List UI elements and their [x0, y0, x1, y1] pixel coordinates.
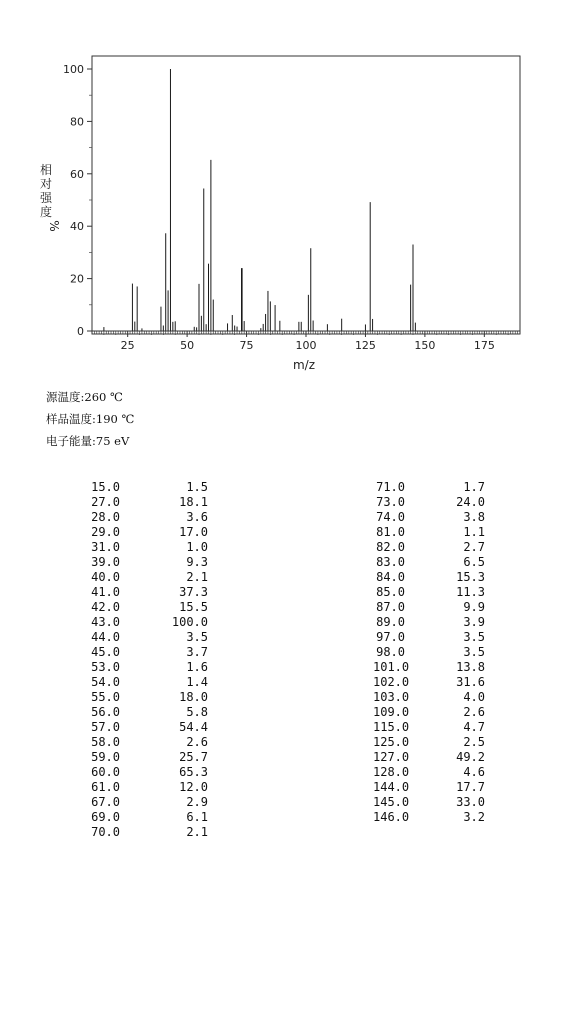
peak-table-row: [88, 630, 208, 645]
mz-value: 101.0: [373, 660, 410, 674]
y-tick-label: 80: [70, 115, 84, 129]
peak-table-row: [88, 555, 208, 570]
peak-table-row: [88, 510, 208, 525]
y-tick-label: 0: [77, 325, 84, 338]
peak-table-row: [373, 690, 493, 705]
intensity-value: 3.5: [463, 645, 485, 659]
intensity-value: 9.9: [463, 600, 485, 614]
peak-table-row: [88, 690, 208, 705]
intensity-value: 49.2: [456, 750, 485, 764]
peak-table-row: [88, 810, 208, 825]
peak-table-row: [88, 495, 208, 510]
peak-table-row: [88, 705, 208, 720]
intensity-value: 6.1: [186, 810, 208, 824]
peak-table-row: [373, 735, 493, 750]
peak-table-row: [88, 735, 208, 750]
electron-energy-value: 75 eV: [95, 434, 130, 448]
intensity-value: 6.5: [463, 555, 485, 569]
peak-table-right: [373, 480, 493, 825]
mz-value: 67.0: [91, 795, 120, 809]
peak-table-row: [88, 660, 208, 675]
intensity-value: 3.9: [463, 615, 485, 629]
mz-value: 43.0: [91, 615, 120, 629]
x-axis-title: m/z: [292, 358, 316, 372]
intensity-value: 1.6: [186, 660, 208, 674]
peak-table-row: [373, 495, 493, 510]
intensity-value: 37.3: [179, 585, 208, 599]
intensity-value: 3.5: [463, 630, 485, 644]
mz-value: 98.0: [376, 645, 405, 659]
x-tick-label: 100: [295, 339, 317, 352]
intensity-value: 2.9: [186, 795, 208, 809]
mz-value: 127.0: [373, 750, 410, 764]
x-tick-label: 25: [120, 339, 135, 352]
mz-value: 81.0: [376, 525, 405, 539]
mz-value: 102.0: [373, 675, 410, 689]
peak-table-left: [88, 480, 208, 840]
mz-value: 146.0: [373, 810, 410, 824]
peak-table-row: [373, 630, 493, 645]
intensity-value: 3.8: [463, 510, 485, 524]
intensity-value: 1.7: [463, 480, 485, 494]
peak-table-row: [373, 525, 493, 540]
mz-value: 74.0: [376, 510, 405, 524]
peak-table-row: [373, 765, 493, 780]
intensity-value: 65.3: [179, 765, 208, 779]
x-tick-label: 50: [180, 339, 195, 352]
mz-value: 53.0: [91, 660, 120, 674]
y-tick-label: 20: [70, 272, 84, 286]
mz-value: 84.0: [376, 570, 405, 584]
mz-value: 73.0: [376, 495, 405, 509]
peak-table-row: [373, 660, 493, 675]
sample-temperature-label: 样品温度:: [46, 412, 96, 426]
intensity-value: 2.6: [463, 705, 485, 719]
x-tick-label: 150: [414, 339, 436, 352]
intensity-value: 4.0: [463, 690, 485, 704]
intensity-value: 100.0: [171, 615, 208, 629]
intensity-value: 1.4: [186, 675, 208, 689]
peak-table-row: [88, 585, 208, 600]
mz-value: 70.0: [91, 825, 120, 839]
intensity-value: 15.5: [179, 600, 208, 614]
mz-value: 109.0: [373, 705, 410, 719]
mz-value: 144.0: [373, 780, 410, 794]
sample-temperature: [46, 411, 134, 427]
sample-temperature-value: 190 ℃: [95, 412, 135, 426]
mz-value: 42.0: [91, 600, 120, 614]
mz-value: 15.0: [91, 480, 120, 494]
mz-value: 87.0: [376, 600, 405, 614]
peak-table-row: [88, 795, 208, 810]
intensity-value: 9.3: [186, 555, 208, 569]
mz-value: 27.0: [91, 495, 120, 509]
mass-spectrum-chart: [0, 0, 570, 380]
intensity-value: 1.0: [186, 540, 208, 554]
peak-table-row: [373, 510, 493, 525]
x-tick-label: 125: [354, 339, 376, 352]
mz-value: 40.0: [91, 570, 120, 584]
mz-value: 58.0: [91, 735, 120, 749]
peak-table-row: [373, 675, 493, 690]
peak-table-row: [88, 720, 208, 735]
electron-energy: [46, 433, 129, 449]
intensity-value: 1.5: [186, 480, 208, 494]
mz-value: 71.0: [376, 480, 405, 494]
peak-table-row: [88, 540, 208, 555]
mz-value: 28.0: [91, 510, 120, 524]
mz-value: 125.0: [373, 735, 410, 749]
intensity-value: 2.7: [463, 540, 485, 554]
peak-table-row: [373, 705, 493, 720]
x-tick-label: 175: [473, 339, 495, 352]
peak-table-row: [373, 780, 493, 795]
peak-table-row: [88, 525, 208, 540]
intensity-value: 17.0: [179, 525, 208, 539]
y-axis-unit: %: [47, 220, 61, 232]
peak-table-row: [373, 600, 493, 615]
peak-table-row: [88, 675, 208, 690]
intensity-value: 3.2: [463, 810, 485, 824]
plot-frame: [92, 56, 520, 334]
mz-value: 59.0: [91, 750, 120, 764]
x-tick-label: 75: [239, 339, 254, 352]
mz-value: 83.0: [376, 555, 405, 569]
mz-value: 145.0: [373, 795, 410, 809]
peak-table-row: [88, 615, 208, 630]
intensity-value: 18.0: [179, 690, 208, 704]
intensity-value: 54.4: [179, 720, 208, 734]
intensity-value: 2.1: [186, 825, 208, 839]
peak-table-row: [373, 645, 493, 660]
peak-table-row: [88, 600, 208, 615]
intensity-value: 5.8: [186, 705, 208, 719]
peak-bars: [104, 69, 415, 331]
mz-value: 82.0: [376, 540, 405, 554]
intensity-value: 2.6: [186, 735, 208, 749]
peak-table-row: [88, 765, 208, 780]
peak-table-row: [373, 750, 493, 765]
peak-table-row: [373, 480, 493, 495]
peak-table-row: [373, 585, 493, 600]
peak-table-row: [373, 540, 493, 555]
source-temperature: [46, 389, 123, 405]
source-temperature-value: 260 ℃: [84, 390, 123, 404]
peak-table-row: [88, 480, 208, 495]
mz-value: 54.0: [91, 675, 120, 689]
intensity-value: 11.3: [456, 585, 485, 599]
mz-value: 39.0: [91, 555, 120, 569]
mz-value: 29.0: [91, 525, 120, 539]
mz-value: 41.0: [91, 585, 120, 599]
mz-value: 31.0: [91, 540, 120, 554]
intensity-value: 17.7: [456, 780, 485, 794]
mz-value: 128.0: [373, 765, 410, 779]
mz-value: 60.0: [91, 765, 120, 779]
intensity-value: 24.0: [456, 495, 485, 509]
source-temperature-label: 源温度:: [46, 390, 85, 404]
peak-table-row: [373, 615, 493, 630]
intensity-value: 31.6: [456, 675, 485, 689]
peak-table-row: [373, 795, 493, 810]
intensity-value: 15.3: [456, 570, 485, 584]
peak-table-row: [88, 570, 208, 585]
intensity-value: 3.6: [186, 510, 208, 524]
y-axis-title: [40, 162, 61, 232]
intensity-value: 3.7: [186, 645, 208, 659]
minor-ticks: [89, 95, 518, 335]
intensity-value: 18.1: [179, 495, 208, 509]
intensity-value: 4.6: [463, 765, 485, 779]
intensity-value: 12.0: [179, 780, 208, 794]
peak-table-row: [88, 780, 208, 795]
intensity-value: 2.1: [186, 570, 208, 584]
peak-table-row: [373, 570, 493, 585]
mz-value: 97.0: [376, 630, 405, 644]
intensity-value: 1.1: [463, 525, 485, 539]
intensity-value: 33.0: [456, 795, 485, 809]
y-axis-ticks: [63, 63, 92, 338]
mz-value: 115.0: [373, 720, 410, 734]
mz-value: 103.0: [373, 690, 410, 704]
mz-value: 44.0: [91, 630, 120, 644]
peak-table-row: [88, 825, 208, 840]
mz-value: 89.0: [376, 615, 405, 629]
mz-value: 45.0: [91, 645, 120, 659]
mz-value: 57.0: [91, 720, 120, 734]
intensity-value: 3.5: [186, 630, 208, 644]
peak-table-row: [373, 810, 493, 825]
y-tick-label: 60: [70, 167, 84, 181]
peak-table-row: [88, 750, 208, 765]
mz-value: 85.0: [376, 585, 405, 599]
peak-table-row: [88, 645, 208, 660]
mz-value: 56.0: [91, 705, 120, 719]
mz-value: 61.0: [91, 780, 120, 794]
intensity-value: 25.7: [179, 750, 208, 764]
peak-table-row: [373, 555, 493, 570]
peak-table-row: [373, 720, 493, 735]
intensity-value: 4.7: [463, 720, 485, 734]
y-tick-label: 100: [63, 63, 84, 76]
electron-energy-label: 电子能量:: [46, 434, 96, 448]
intensity-value: 13.8: [456, 660, 485, 674]
mz-value: 55.0: [91, 690, 120, 704]
mz-value: 69.0: [91, 810, 120, 824]
y-tick-label: 40: [70, 220, 84, 234]
intensity-value: 2.5: [463, 735, 485, 749]
y-axis-label: 相对强度: [39, 163, 53, 219]
